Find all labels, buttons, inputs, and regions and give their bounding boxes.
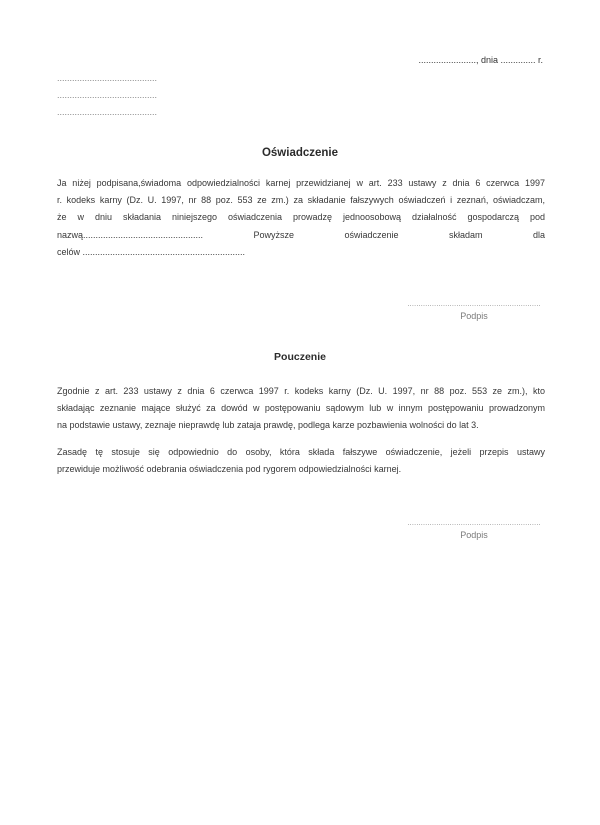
declaration-paragraph: [57, 175, 545, 261]
instruction-line: Zgodnie z art. 233 ustawy z dnia 6 czerwca 1997 r. kodeks karny (Dz. U. 1997, nr 88 poz. 553 ze zm.), kto: [57, 386, 545, 396]
signature-label: Podpis: [460, 311, 488, 321]
declaration-line: r. kodeks karny (Dz. U. 1997, nr 88 poz. 553 ze zm.) za składanie fałszywych oświadczeń i zeznań, oświadczam,: [57, 195, 545, 206]
instruction-heading: Pouczenie: [274, 351, 326, 363]
signature-dotted-line: ............................................................: [407, 300, 541, 308]
instruction-paragraph-2: [57, 444, 545, 478]
declaration-line: nazwą................................................ Powyższe oświadczenie składam dla: [57, 229, 545, 240]
declarant-details-line: ........................................: [57, 90, 158, 100]
declaration-line: że w dniu składania niniejszego oświadczenia prowadzę jednoosobową działalność gospodarczą pod: [57, 212, 545, 223]
instruction-paragraph-1: [57, 383, 545, 435]
declarant-details-line: ........................................: [57, 73, 158, 83]
declarant-details-line: ........................................: [57, 107, 158, 117]
instruction-line: na podstawie ustawy, zeznaje nieprawdę lub zataja prawdę, podlega karze pozbawienia wolności do lat 3.: [57, 420, 479, 431]
instruction-line: Zasadę tę stosuje się odpowiednio do osoby, która składa fałszywe oświadczenie, jeżeli przepis ustawy: [57, 447, 545, 457]
declaration-line: celów .................................................................: [57, 246, 246, 257]
signature-label: Podpis: [460, 530, 488, 540]
declarant-details-block: [57, 70, 157, 121]
signature-block-top: [405, 300, 543, 321]
instruction-line: przewiduje możliwość odebrania oświadczenia pod rygorem odpowiedzialności karnej.: [57, 464, 402, 475]
document-title: Oświadczenie: [261, 147, 339, 159]
declaration-line: Ja niżej podpisana,świadoma odpowiedzialności karnej przewidzianej w art. 233 ustawy z dnia 6 czerwca 1997: [57, 178, 545, 188]
date-place-line: ......................., dnia .............. r.: [418, 55, 543, 65]
instruction-line: składając zeznanie mające służyć za dowód w postępowaniu sądowym lub w innym postępowaniu prowadzonym: [57, 403, 545, 414]
signature-block-bottom: [405, 519, 543, 540]
signature-dotted-line: ............................................................: [407, 519, 541, 527]
